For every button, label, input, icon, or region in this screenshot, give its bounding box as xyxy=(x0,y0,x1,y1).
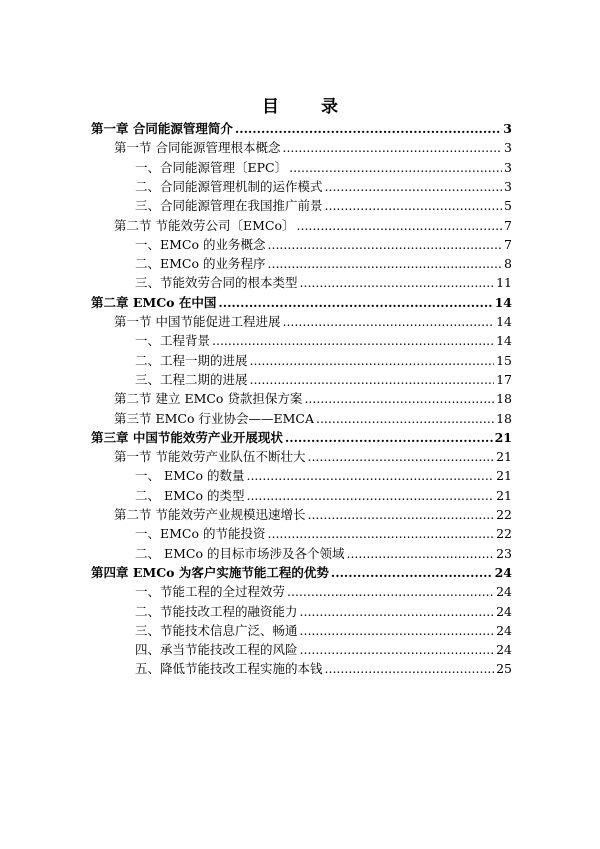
toc-entry-item[interactable] xyxy=(135,602,512,622)
toc-entry-title: 第二节 节能效劳产业规模迅速增长 xyxy=(114,507,306,522)
toc-page-number: 14 xyxy=(496,314,512,329)
page-title: 目 录 xyxy=(262,97,356,117)
toc-leader-dots xyxy=(282,312,494,332)
toc-page-number: 3 xyxy=(504,140,512,156)
toc-page-number: 3 xyxy=(504,159,512,175)
toc-entry-item[interactable] xyxy=(135,177,512,197)
toc-leader-dots xyxy=(246,486,494,506)
toc-leader-dots xyxy=(212,331,494,351)
toc-entry-title: 第三节 EMCo 行业协会——EMCA xyxy=(114,410,314,426)
toc-page-number: 22 xyxy=(496,526,512,542)
toc-page-number: 21 xyxy=(496,449,512,465)
toc-leader-dots xyxy=(250,370,495,390)
toc-entry-title: 二、合同能源管理机制的运作模式 xyxy=(135,178,323,194)
toc-entry-title: 一、合同能源管理〔EPC〕 xyxy=(135,159,288,175)
toc-entry-section[interactable] xyxy=(114,447,512,467)
toc-leader-dots xyxy=(250,351,495,371)
toc-page-number: 21 xyxy=(496,468,512,484)
toc-entry-title: 三、节能技术信息广泛、畅通 xyxy=(135,622,298,638)
toc-page-number: 3 xyxy=(503,121,512,136)
toc-entry-title: 第一节 中国节能促进工程进展 xyxy=(114,314,281,329)
toc-entry-title: 第四章 EMCo 为客户实施节能工程的优势 xyxy=(91,564,329,580)
toc-leader-dots xyxy=(268,254,503,274)
toc-leader-dots xyxy=(300,621,495,641)
toc-entry-title: 四、承当节能技改工程的风险 xyxy=(135,642,298,658)
toc-page-number: 17 xyxy=(496,371,512,387)
toc-page-number: 22 xyxy=(496,507,512,522)
toc-leader-dots xyxy=(331,563,493,583)
toc-page-number: 7 xyxy=(504,217,512,233)
toc-page-number: 21 xyxy=(496,487,512,503)
toc-page-number: 11 xyxy=(496,275,512,291)
toc-page-number: 8 xyxy=(504,256,512,272)
toc-leader-dots xyxy=(285,428,493,448)
toc-entry-title: 三、合同能源管理在我国推广前景 xyxy=(135,198,323,214)
toc-entry-item[interactable] xyxy=(135,640,512,660)
toc-entry-title: 二、节能技改工程的融资能力 xyxy=(135,603,298,619)
toc-entry-item[interactable] xyxy=(135,524,512,544)
toc-leader-dots xyxy=(300,640,495,660)
toc-entry-item[interactable] xyxy=(135,196,512,216)
toc-entry-title: 一、工程背景 xyxy=(135,333,211,349)
toc-entry-item[interactable] xyxy=(135,235,512,255)
toc-entry-title: 三、工程二期的进展 xyxy=(135,371,248,387)
toc-entry-item[interactable] xyxy=(135,582,512,602)
toc-page-number: 18 xyxy=(496,391,512,407)
toc-entry-title: 二、工程一期的进展 xyxy=(135,352,248,368)
toc-page-number: 7 xyxy=(504,236,512,252)
toc-page-number: 15 xyxy=(496,352,512,368)
toc-leader-dots xyxy=(307,447,494,467)
toc-leader-dots xyxy=(300,273,495,293)
toc-leader-dots xyxy=(268,235,503,255)
toc-entry-title: 二、EMCo 的业务程序 xyxy=(135,256,266,272)
toc-entry-title: 五、降低节能技改工程实施的本钱 xyxy=(135,661,323,677)
toc-leader-dots xyxy=(287,582,494,602)
toc-entry-title: 一、EMCo 的业务概念 xyxy=(135,236,266,252)
toc-leader-dots xyxy=(325,196,503,216)
toc-entry-item[interactable] xyxy=(135,331,512,351)
toc-page-number: 14 xyxy=(494,294,512,310)
toc-entry-title: 一、节能工程的全过程效劳 xyxy=(135,584,286,600)
toc-entry-title: 第一节 节能效劳产业队伍不断壮大 xyxy=(114,449,306,465)
toc-leader-dots xyxy=(246,466,494,486)
toc-entry-title: 二、 EMCo 的类型 xyxy=(135,487,245,503)
toc-entry-chapter[interactable] xyxy=(91,563,512,583)
toc-entry-item[interactable] xyxy=(135,544,512,564)
toc-leader-dots xyxy=(346,544,494,564)
toc-entry-title: 一、 EMCo 的数量 xyxy=(135,468,245,484)
toc-leader-dots xyxy=(307,505,494,525)
toc-leader-dots xyxy=(297,216,503,236)
toc-entry-title: 第三章 中国节能效劳产业开展现状 xyxy=(91,429,283,445)
toc-page-number: 21 xyxy=(494,429,512,445)
toc-entry-section[interactable] xyxy=(114,389,512,409)
toc-entry-item[interactable] xyxy=(135,486,512,506)
toc-page-number: 24 xyxy=(496,642,512,658)
toc-entry-item[interactable] xyxy=(135,351,512,371)
toc-entry-chapter[interactable] xyxy=(91,428,512,448)
toc-leader-dots xyxy=(304,389,494,409)
toc-entry-title: 三、节能效劳合同的根本类型 xyxy=(135,275,298,291)
toc-page-number: 24 xyxy=(496,584,512,600)
toc-page-number: 18 xyxy=(496,410,512,426)
toc-entry-title: 第二章 EMCo 在中国 xyxy=(91,294,217,310)
toc-entry-item[interactable] xyxy=(135,370,512,390)
toc-page-number: 24 xyxy=(494,564,512,580)
toc-entry-section[interactable] xyxy=(114,138,512,158)
toc-leader-dots xyxy=(218,293,492,313)
toc-page-number: 3 xyxy=(504,178,512,194)
toc-leader-dots xyxy=(289,158,502,178)
toc-entry-item[interactable] xyxy=(135,273,512,293)
toc-entry-section[interactable] xyxy=(114,216,512,236)
toc-entry-section[interactable] xyxy=(114,409,512,429)
toc-leader-dots xyxy=(316,409,494,429)
toc-leader-dots xyxy=(235,119,501,139)
toc-entry-title: 第一章 合同能源管理简介 xyxy=(91,121,233,136)
toc-leader-dots xyxy=(325,659,495,679)
toc-entry-item[interactable] xyxy=(135,158,512,178)
toc-page-number: 25 xyxy=(496,661,512,677)
toc-leader-dots xyxy=(325,177,503,197)
toc-entry-chapter[interactable] xyxy=(91,293,512,313)
toc-page-number: 14 xyxy=(496,333,512,349)
toc-entry-item[interactable] xyxy=(135,466,512,486)
toc-leader-dots xyxy=(282,138,502,158)
toc-entry-item[interactable] xyxy=(135,621,512,641)
toc-page-number: 5 xyxy=(504,198,512,214)
toc-entry-section[interactable] xyxy=(114,312,512,332)
toc-entry-section[interactable] xyxy=(114,505,512,525)
toc-entry-title: 一、EMCo 的节能投资 xyxy=(135,526,266,542)
toc-entry-title: 第二节 建立 EMCo 贷款担保方案 xyxy=(114,391,303,407)
toc-page-number: 23 xyxy=(496,545,512,561)
toc-entry-chapter[interactable] xyxy=(91,119,512,139)
toc-leader-dots xyxy=(268,524,495,544)
toc-page-number: 24 xyxy=(496,603,512,619)
toc-entry-title: 第一节 合同能源管理根本概念 xyxy=(114,140,281,156)
toc-entry-title: 第二节 节能效劳公司〔EMCo〕 xyxy=(114,217,295,233)
toc-page-number: 24 xyxy=(496,622,512,638)
toc-leader-dots xyxy=(300,602,495,622)
toc-entry-item[interactable] xyxy=(135,659,512,679)
toc-entry-title: 二、 EMCo 的目标市场涉及各个领域 xyxy=(135,545,345,561)
toc-entry-item[interactable] xyxy=(135,254,512,274)
